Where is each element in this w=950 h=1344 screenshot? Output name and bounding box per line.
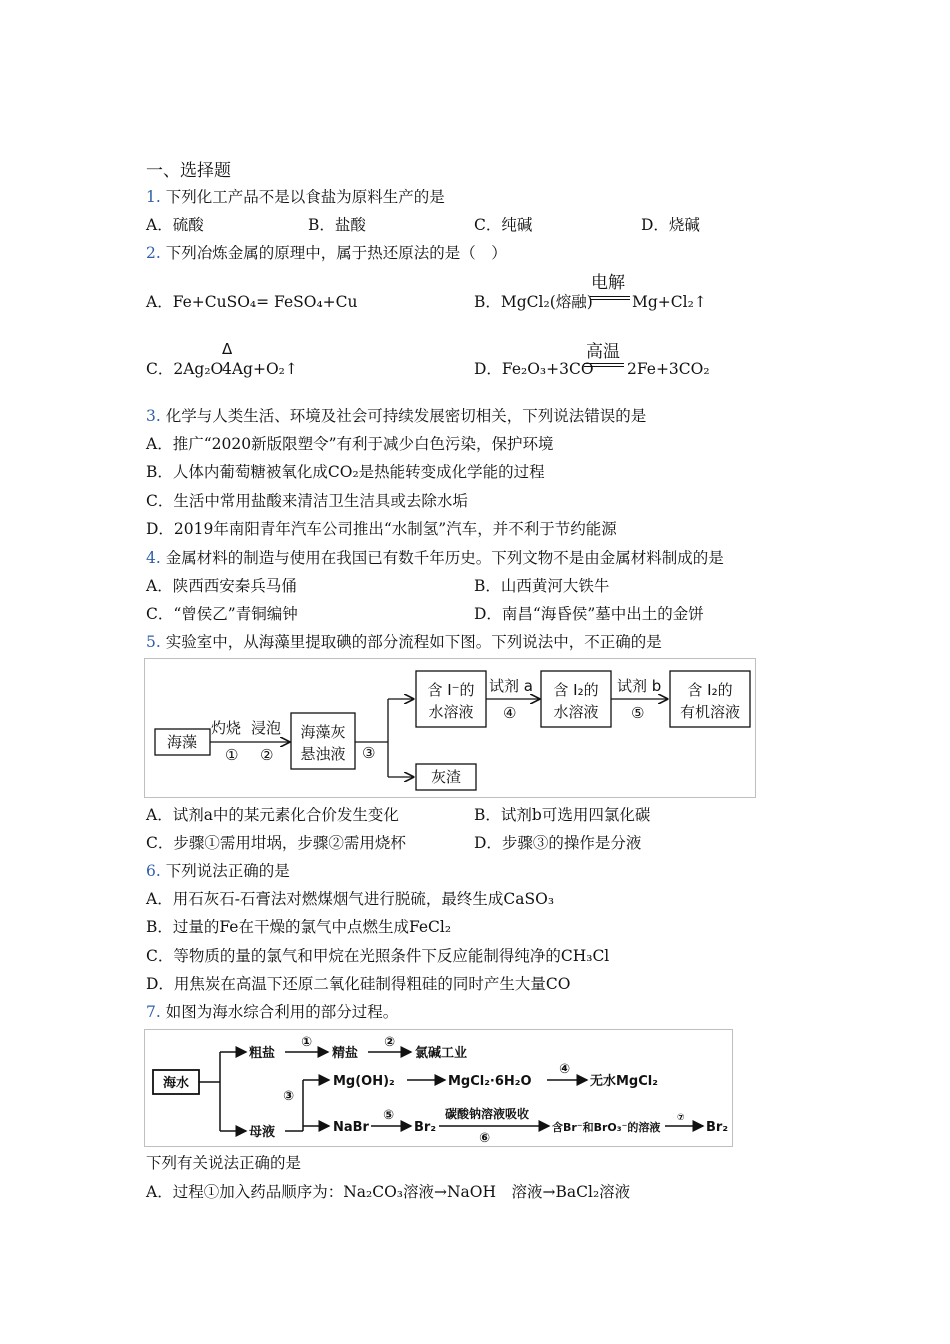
process-4-label: ④: [559, 1062, 571, 1077]
seaweed-label: 海藻: [166, 733, 198, 751]
process-6-label: ⑥: [479, 1131, 491, 1146]
option-d: D．烧碱: [641, 216, 700, 234]
process-5-label: ⑤: [383, 1108, 395, 1123]
question-stem: 实验室中，从海藻里提取碘的部分流程如下图。下列说法中，不正确的是: [165, 633, 662, 651]
reactant: D．Fe₂O₃+3CO: [474, 360, 594, 378]
seawater-label: 海水: [162, 1076, 190, 1091]
option-a: A．试剂a中的某元素化合价发生变化: [146, 806, 399, 824]
option-a: A．Fe+CuSO₄= FeSO₄+Cu: [146, 293, 358, 311]
option-c: C．步骤①需用坩埚，步骤②需用烧杯: [146, 834, 406, 852]
option-b: B．山西黄河大铁牛: [474, 577, 610, 595]
mgcl2-hydrate-label: MgCl₂·6H₂O: [448, 1074, 532, 1089]
bromide-bromate-solution-label: 含Br⁻和BrO₃⁻的溶液: [552, 1121, 661, 1134]
step-soak-label: 浸泡: [251, 719, 282, 737]
question-number: 5.: [146, 633, 161, 651]
option-a: A．硫酸: [146, 216, 204, 234]
option-d: D．2019年南阳青年汽车公司推出“水制氢”汽车，并不利于节约能源: [146, 520, 617, 538]
question-4: [146, 548, 724, 568]
mgoh2-label: Mg(OH)₂: [333, 1074, 395, 1089]
question-number: 6.: [146, 862, 161, 880]
process-2-label: ②: [384, 1035, 396, 1050]
option-c: C．生活中常用盐酸来清洁卫生洁具或去除水垢: [146, 492, 468, 510]
reactant: B．MgCl₂(熔融): [474, 293, 593, 311]
crude-salt-label: 粗盐: [249, 1046, 276, 1061]
step-1-label: ①: [225, 746, 239, 764]
option-c: C．“曾侯乙”青铜编钟: [146, 605, 298, 623]
ash-line-2: 悬浊液: [300, 745, 346, 763]
question-number: 7.: [146, 1003, 161, 1021]
iodine-org-line-2: 有机溶液: [679, 703, 741, 721]
br2-final-label: Br₂: [706, 1120, 729, 1135]
question-5: [146, 632, 662, 652]
question-1: [146, 187, 445, 207]
question-2: [146, 243, 507, 263]
refined-salt-label: 精盐: [332, 1046, 359, 1061]
process-3-label: ③: [283, 1089, 295, 1104]
iodine-extraction-flowchart: [144, 658, 756, 798]
nabr-label: NaBr: [333, 1120, 369, 1135]
question-stem: 下列化工产品不是以食盐为原料生产的是: [165, 188, 445, 206]
seawater-utilization-flowchart: [144, 1029, 733, 1147]
option-b: B．试剂b可选用四氯化碳: [474, 806, 651, 824]
equals-sign: [584, 363, 624, 367]
reactant: C．2Ag₂O: [146, 360, 224, 378]
product: 2Fe+3CO₂: [627, 360, 710, 378]
heat-symbol: Δ: [222, 340, 233, 358]
option-b: B．人体内葡萄糖被氧化成CO₂是热能转变成化学能的过程: [146, 463, 545, 481]
question-stem: 化学与人类生活、环境及社会可持续发展密切相关，下列说法错误的是: [165, 407, 647, 425]
reaction-condition: 高温: [586, 342, 620, 362]
question-6: [146, 861, 290, 881]
question-stem: 金属材料的制造与使用在我国已有数千年历史。下列文物不是由金属材料制成的是: [165, 549, 724, 567]
option-a: A．陕西西安秦兵马俑: [146, 577, 297, 595]
question-3: [146, 406, 646, 426]
step-2-label: ②: [260, 746, 274, 764]
br2-label: Br₂: [414, 1120, 437, 1135]
question-number: 3.: [146, 407, 161, 425]
reaction-condition: 电解: [591, 273, 625, 293]
question-stem: 下列冶炼金属的原理中，属于热还原法的是（ ）: [165, 244, 507, 262]
option-a: A．过程①加入药品顺序为：Na₂CO₃溶液→NaOH 溶液→BaCl₂溶液: [146, 1183, 631, 1201]
mother-liquor-label: 母液: [249, 1125, 276, 1140]
product: 4Ag+O₂↑: [222, 360, 298, 378]
anhydrous-mgcl2-label: 无水MgCl₂: [590, 1074, 658, 1089]
option-d: D．步骤③的操作是分液: [474, 834, 642, 852]
step-3-label: ③: [362, 744, 376, 762]
section-title: 一、选择题: [146, 161, 231, 181]
option-b: B．过量的Fe在干燥的氯气中点燃生成FeCl₂: [146, 918, 452, 936]
process-7-label: ⑦: [677, 1113, 685, 1123]
option-d: D．用焦炭在高温下还原二氧化硅制得粗硅的同时产生大量CO: [146, 975, 571, 993]
iodide-line-1: 含 I⁻的: [427, 681, 475, 699]
option-c: C．纯碱: [474, 216, 533, 234]
residue-label: 灰渣: [430, 768, 462, 786]
question-stem: 下列说法正确的是: [165, 862, 290, 880]
question-stem: 如图为海水综合利用的部分过程。: [165, 1003, 399, 1021]
process-1-label: ①: [301, 1035, 313, 1050]
option-d: D．南昌“海昏侯”墓中出土的金饼: [474, 605, 704, 623]
question-7: [146, 1002, 398, 1022]
reagent-a-label: 试剂 a: [489, 677, 533, 695]
iodine-aq-line-2: 水溶液: [553, 703, 599, 721]
iodine-aq-line-1: 含 I₂的: [553, 681, 599, 699]
product: Mg+Cl₂↑: [632, 293, 707, 311]
chlor-alkali-label: 氯碱工业: [415, 1046, 468, 1061]
iodide-line-2: 水溶液: [428, 703, 474, 721]
ash-line-1: 海藻灰: [300, 723, 346, 741]
step-5-label: ⑤: [631, 704, 645, 722]
option-c: C．等物质的量的氯气和甲烷在光照条件下反应能制得纯净的CH₃Cl: [146, 947, 610, 965]
equals-sign: [590, 296, 630, 300]
option-a: A．用石灰石-石膏法对燃煤烟气进行脱硫，最终生成CaSO₃: [146, 890, 555, 908]
reagent-b-label: 试剂 b: [617, 677, 662, 695]
question-number: 1.: [146, 188, 161, 206]
step-burn-label: 灼烧: [211, 719, 242, 737]
option-b: B．盐酸: [308, 216, 366, 234]
question-7-followup: 下列有关说法正确的是: [146, 1154, 302, 1172]
absorb-label: 碳酸钠溶液吸收: [445, 1107, 530, 1121]
option-a: A．推广“2020新版限塑令”有利于减少白色污染，保护环境: [146, 435, 554, 453]
question-number: 2.: [146, 244, 161, 262]
iodine-org-line-1: 含 I₂的: [687, 681, 733, 699]
question-number: 4.: [146, 549, 161, 567]
step-4-label: ④: [503, 704, 517, 722]
